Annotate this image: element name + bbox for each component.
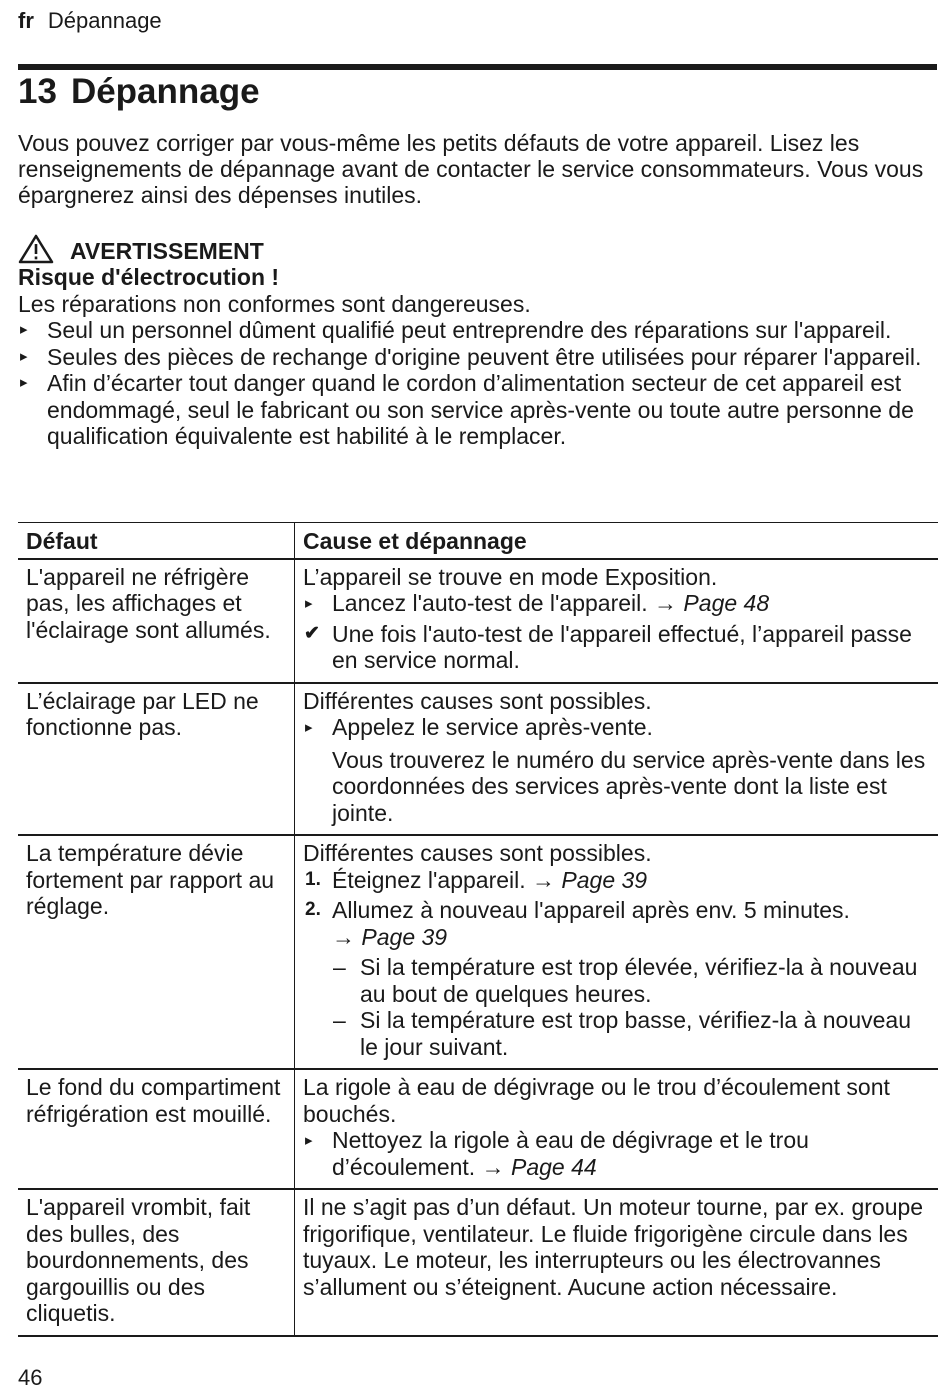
list-item-text: Afin d’écarter tout danger quand le cordon d’alimentation secteur de cet appareil est endommagé, seul le fabricant ou son service après-vente ou toute autre personne de qualification équivalente est habilité à le remplacer. (47, 370, 914, 449)
fault-cell: L'appareil vrombit, fait des bulles, des bourdonnements, des gargouillis ou des cliquetis. (18, 1189, 295, 1336)
table-header-row (18, 523, 938, 559)
action-note: Vous trouverez le numéro du service après-vente dans les coordonnées des services après-vente dont la liste est jointe. (332, 746, 926, 826)
action-text: Appelez le service après-vente. (332, 714, 653, 740)
action-item (303, 1127, 930, 1180)
cause-cell: Il ne s’agit pas d’un défaut. Un moteur tourne, par ex. groupe frigorifique, ventilateur. Le fluide frigorigène circule dans les tuyaux. Le moteur, les interrupteurs ou les électrovannes s’allument ou s’éteignent. Aucune action nécessaire. (295, 1189, 939, 1336)
page-reference: → Page 39 (332, 923, 448, 950)
sub-item (303, 954, 930, 1007)
sub-item-text: Si la température est trop basse, vérifiez-la à nouveau le jour suivant. (360, 1007, 912, 1060)
cause-cell (295, 559, 939, 683)
bullet-triangle-icon: ▸ (20, 321, 28, 338)
warning-list (18, 317, 938, 450)
fault-cell: L'appareil ne réfrigère pas, les affichages et l'éclairage sont allumés. (18, 559, 295, 683)
chapter-number: 13 (18, 72, 57, 111)
step-number: 2. (305, 899, 321, 920)
fault-cell: Le fond du compartiment réfrigération est mouillé. (18, 1069, 295, 1189)
page-reference: → Page 39 (532, 866, 648, 893)
cause-cell (295, 835, 939, 1069)
troubleshooting-table (18, 522, 938, 1337)
page-reference: → Page 44 (481, 1153, 597, 1180)
list-item-text: Seules des pièces de rechange d'origine peuvent être utilisées pour réparer l'appareil. (47, 343, 922, 370)
table-row (18, 559, 938, 683)
sub-item-text: Si la température est trop élevée, vérifiez-la à nouveau au bout de quelques heures. (360, 954, 918, 1007)
action-text: Nettoyez la rigole à eau de dégivrage et le trou d’écoulement. (332, 1127, 809, 1180)
warning-label: AVERTISSEMENT (70, 237, 264, 264)
language-code: fr (18, 8, 34, 33)
bullet-triangle-icon: ▸ (20, 374, 28, 391)
bullet-triangle-icon: ▸ (305, 719, 313, 736)
table-row (18, 1069, 938, 1189)
bullet-triangle-icon: ▸ (305, 595, 313, 612)
step-text: Éteignez l'appareil. (332, 866, 526, 893)
list-item-text: Seul un personnel dûment qualifié peut entreprendre des réparations sur l'appareil. (47, 317, 892, 343)
result-text: Une fois l'auto-test de l'appareil effectué, l’appareil passe en service normal. (332, 620, 912, 673)
chapter-title: Dépannage (70, 72, 260, 111)
numbered-step (303, 897, 930, 950)
warning-title (18, 232, 938, 264)
intro-paragraph: Vous pouvez corriger par vous-même les petits défauts de votre appareil. Lisez les renseignements de dépannage avant de contacter le service consommateurs. Vous vous épargnerez ainsi des dépenses inutiles. (18, 130, 924, 208)
cause-cell (295, 1069, 939, 1189)
checkmark-icon: ✔ (304, 622, 320, 644)
bullet-triangle-icon: ▸ (305, 1132, 313, 1149)
page-number: 46 (18, 1365, 43, 1390)
action-item (303, 590, 930, 617)
result-item (303, 621, 930, 674)
list-item (18, 370, 938, 450)
table-row (18, 683, 938, 836)
list-item (18, 317, 938, 344)
list-item (18, 344, 938, 371)
warning-lead: Les réparations non conformes sont dangereuses. (18, 290, 531, 317)
dash-icon: – (333, 954, 346, 980)
cause-text: La rigole à eau de dégivrage ou le trou d’écoulement sont bouchés. (303, 1074, 890, 1127)
page-reference: → Page 48 (654, 590, 770, 616)
warning-risk: Risque d'électrocution ! (18, 264, 280, 290)
column-header-cause: Cause et dépannage (295, 523, 939, 559)
sub-item (303, 1007, 930, 1060)
warning-triangle-icon (18, 234, 54, 264)
action-text: Lancez l'auto-test de l'appareil. (332, 590, 648, 616)
cause-text: Différentes causes sont possibles. (303, 687, 652, 714)
numbered-step (303, 867, 930, 894)
bullet-triangle-icon: ▸ (20, 347, 28, 365)
page-title (18, 72, 260, 112)
fault-cell: La température dévie fortement par rapport au réglage. (18, 835, 295, 1069)
cause-text: Différentes causes sont possibles. (303, 840, 652, 866)
header-rule (18, 64, 937, 70)
running-header (18, 8, 162, 34)
fault-cell: L’éclairage par LED ne fonctionne pas. (18, 683, 295, 836)
cause-cell (295, 683, 939, 836)
step-text: Allumez à nouveau l'appareil après env. 5 minutes. (332, 897, 850, 923)
table-row (18, 835, 938, 1069)
dash-icon: – (333, 1007, 346, 1033)
cause-text: L’appareil se trouve en mode Exposition. (303, 563, 718, 590)
warning-box (18, 232, 938, 450)
column-header-fault: Défaut (18, 523, 295, 559)
header-section: Dépannage (47, 8, 162, 33)
action-item (303, 714, 930, 741)
step-number: 1. (305, 868, 321, 890)
table-row (18, 1189, 938, 1336)
